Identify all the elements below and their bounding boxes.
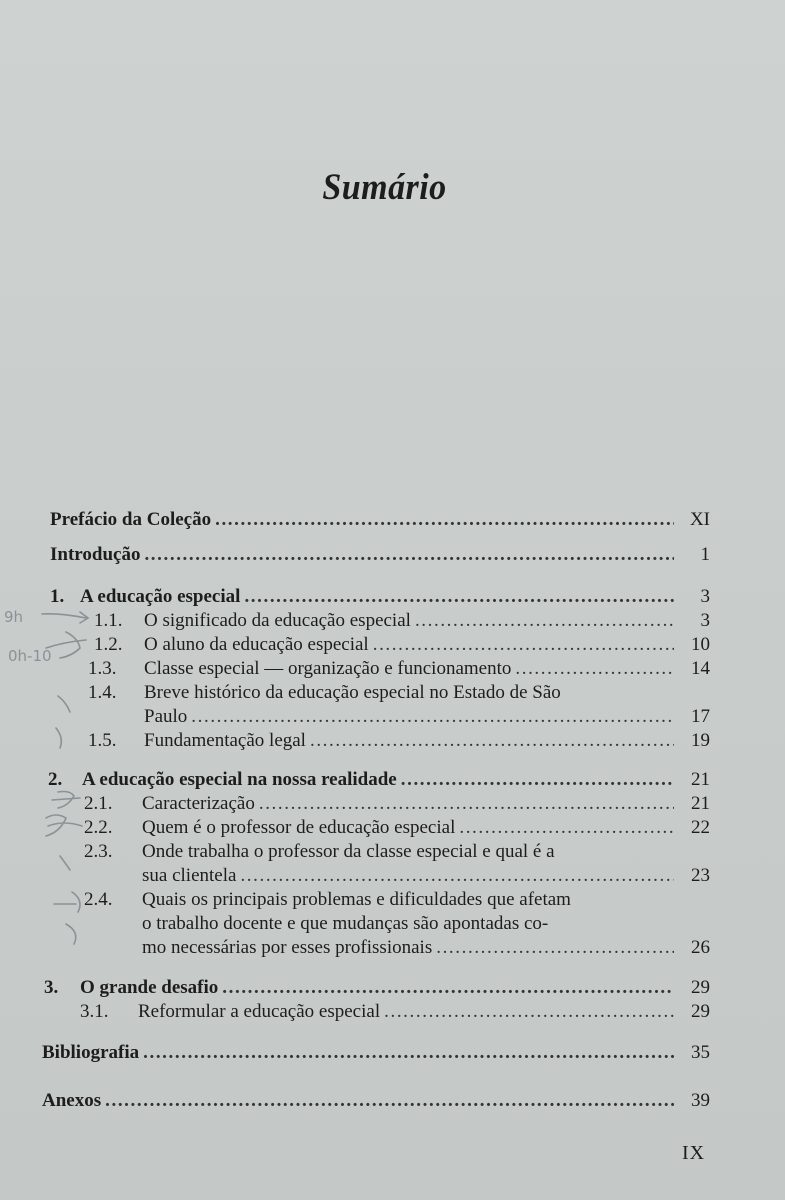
toc-entry-label: Quais os principais problemas e dificuldades que afetam (142, 889, 571, 910)
toc-chapter-number: 1. (50, 586, 65, 607)
pencil-arrow (46, 815, 82, 836)
toc-chapter-number: 3. (44, 977, 59, 998)
toc-entry-label: o trabalho docente e que mudanças são apontadas co- (142, 913, 549, 934)
toc-entry-label: A educação especial (80, 586, 241, 607)
toc-section-number: 1.3. (88, 658, 117, 679)
toc-entry-label: O grande desafio (80, 977, 219, 998)
toc-section-number: 3.1. (80, 1001, 109, 1022)
toc-page-number: 21 (691, 793, 710, 814)
toc-entry-label: Quem é o professor de educação especial (142, 817, 456, 838)
toc-page-number: 17 (691, 706, 710, 727)
toc-section-number: 2.2. (84, 817, 113, 838)
page-title: Sumário (322, 167, 447, 208)
pencil-stroke (58, 696, 70, 712)
toc-entry-label: A educação especial na nossa realidade (82, 769, 397, 790)
toc-page-number: 19 (691, 730, 710, 751)
toc-section-number: 2.4. (84, 889, 113, 910)
toc-entry-label: Introdução (50, 544, 141, 565)
pencil-arrow (46, 632, 86, 658)
toc-section-number: 1.1. (94, 610, 123, 631)
toc-entry-label: O aluno da educação especial (144, 634, 369, 655)
toc-entry-label: O significado da educação especial (144, 610, 411, 631)
toc-section-number: 1.4. (88, 682, 117, 703)
toc-chapter-number: 2. (48, 769, 63, 790)
toc-entry-label: Prefácio da Coleção (50, 509, 212, 530)
toc-page-number: 21 (691, 769, 710, 790)
toc-page-number: 26 (691, 937, 710, 958)
pencil-arrow (52, 792, 80, 809)
toc-entry-label: Bibliografia (42, 1042, 140, 1063)
toc-page-number: 35 (691, 1042, 710, 1063)
toc-entry-label: Paulo (144, 706, 188, 727)
toc-page-number: 1 (700, 544, 710, 565)
toc-entry-label: mo necessárias por esses profissionais (142, 937, 433, 958)
toc-section-number: 1.2. (94, 634, 123, 655)
toc-page-number: 10 (691, 634, 710, 655)
toc-page-number: 22 (691, 817, 710, 838)
toc-page-number: 3 (700, 610, 710, 631)
toc-entry-label: Classe especial — organização e funcionamento (144, 658, 512, 679)
toc-entry-label: Onde trabalha o professor da classe especial e qual é a (142, 841, 555, 862)
toc-page-number: 29 (691, 1001, 710, 1022)
pencil-stroke (60, 856, 70, 870)
pencil-arrow (42, 612, 88, 623)
toc-entry-label: Reformular a educação especial (138, 1001, 381, 1022)
pencil-stroke (54, 892, 80, 912)
toc-entry-label: Anexos (42, 1090, 102, 1111)
handwritten-note: 9h (4, 608, 24, 626)
page-folio: IX (682, 1142, 706, 1164)
toc-entry-label: sua clientela (142, 865, 237, 886)
toc-page-number: 14 (691, 658, 710, 679)
toc-entry-label: Breve histórico da educação especial no Estado de São (144, 682, 561, 703)
toc-section-number: 1.5. (88, 730, 117, 751)
toc-entry-label: Fundamentação legal (144, 730, 306, 751)
toc-page-number: 3 (700, 586, 710, 607)
toc-page-number: 29 (691, 977, 710, 998)
toc-entry-label: Caracterização (142, 793, 255, 814)
pencil-stroke (66, 924, 76, 944)
handwritten-note: 0h-10 (8, 647, 52, 665)
toc-section-number: 2.1. (84, 793, 113, 814)
pencil-stroke (56, 728, 61, 748)
toc-page-number: 23 (691, 865, 710, 886)
toc-section-number: 2.3. (84, 841, 113, 862)
toc-page-number: 39 (691, 1090, 710, 1111)
toc-page-number: XI (689, 509, 710, 530)
